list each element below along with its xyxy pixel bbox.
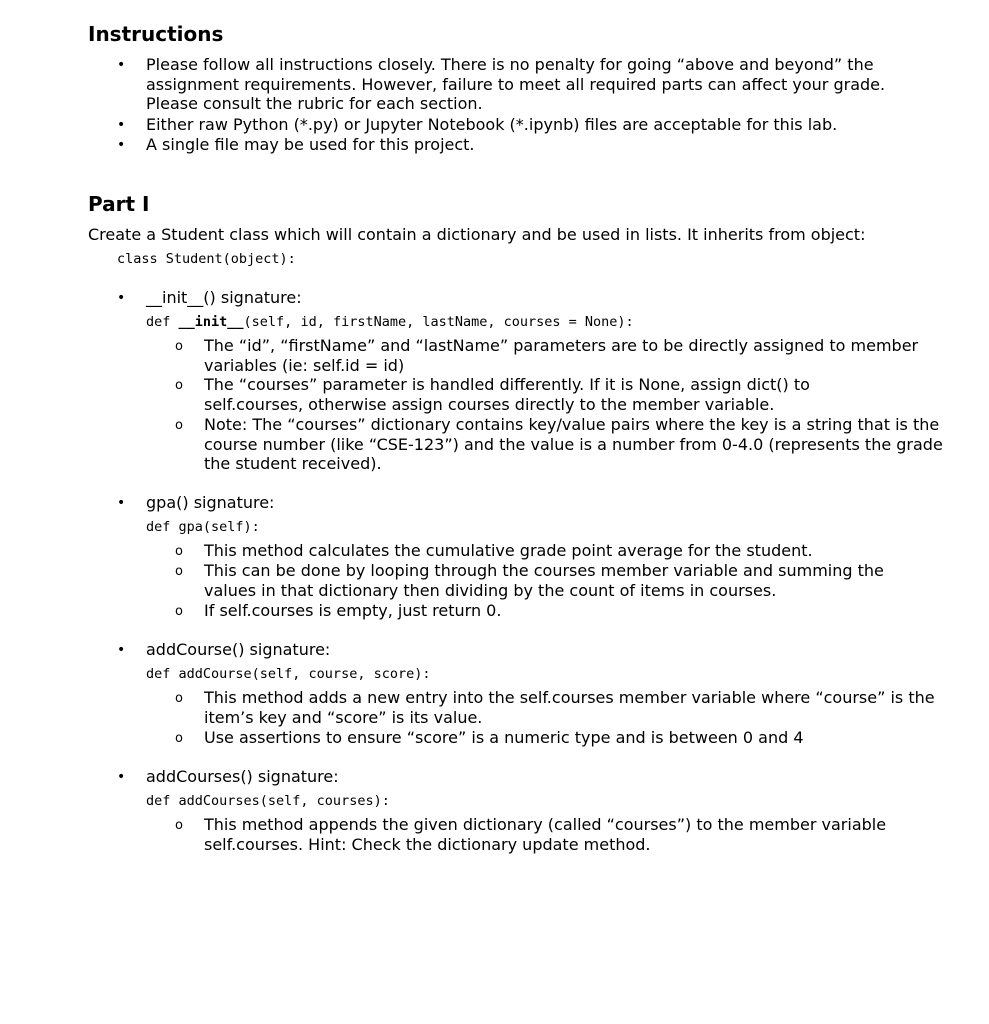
instruction-item: A single file may be used for this project. bbox=[146, 135, 475, 154]
addcourses-item: This method appends the given dictionary (called “courses”) to the member variable self.courses. Hint: Check the dictionary update method. bbox=[204, 815, 887, 854]
circle-bullet-icon: o bbox=[175, 418, 183, 433]
addcourses-code: def addCourses(self, courses): bbox=[146, 793, 390, 809]
gpa-label: gpa() signature: bbox=[146, 493, 275, 512]
addcourse-item: This method adds a new entry into the self.courses member variable where “course” is the item’s key and “score” is its value. bbox=[204, 688, 935, 727]
gpa-code: def gpa(self): bbox=[146, 519, 260, 535]
instruction-item: Either raw Python (*.py) or Jupyter Notebook (*.ipynb) files are acceptable for this lab. bbox=[146, 115, 838, 134]
circle-bullet-icon: o bbox=[175, 691, 183, 706]
addcourse-item: Use assertions to ensure “score” is a numeric type and is between 0 and 4 bbox=[204, 728, 804, 747]
circle-bullet-icon: o bbox=[175, 604, 183, 619]
gpa-item: If self.courses is empty, just return 0. bbox=[204, 601, 502, 620]
init-item: Note: The “courses” dictionary contains key/value pairs where the key is a string that is the course number (like “CSE-123”) and the value is a number from 0-4.0 (represents the grade the student received). bbox=[204, 415, 943, 474]
bullet-icon: • bbox=[117, 495, 126, 511]
instructions-heading: Instructions bbox=[88, 22, 224, 46]
bullet-icon: • bbox=[117, 137, 126, 153]
bullet-icon: • bbox=[117, 769, 126, 785]
circle-bullet-icon: o bbox=[175, 544, 183, 559]
circle-bullet-icon: o bbox=[175, 378, 183, 393]
init-item: The “courses” parameter is handled differently. If it is None, assign dict() to self.courses, otherwise assign courses directly to the member variable. bbox=[204, 375, 810, 414]
part1-intro: Create a Student class which will contain a dictionary and be used in lists. It inherits from object: bbox=[88, 225, 866, 244]
init-item: The “id”, “firstName” and “lastName” parameters are to be directly assigned to member variables (ie: self.id = id) bbox=[204, 336, 919, 375]
part1-heading: Part I bbox=[88, 192, 150, 216]
gpa-item: This method calculates the cumulative grade point average for the student. bbox=[204, 541, 813, 560]
code-prefix: def bbox=[146, 314, 179, 330]
gpa-item: This can be done by looping through the courses member variable and summing the values in that dictionary then dividing by the count of items in courses. bbox=[204, 561, 884, 600]
bullet-icon: • bbox=[117, 117, 126, 133]
circle-bullet-icon: o bbox=[175, 339, 183, 354]
circle-bullet-icon: o bbox=[175, 731, 183, 746]
code-bold: __init__ bbox=[178, 314, 244, 330]
init-label: __init__() signature: bbox=[146, 288, 302, 307]
addcourse-code: def addCourse(self, course, score): bbox=[146, 666, 431, 682]
instruction-item: Please follow all instructions closely. There is no penalty for going “above and beyond” the assignment requirements. However, failure to meet all required parts can affect your grade. Please consult the rubric for each section. bbox=[146, 55, 886, 114]
bullet-icon: • bbox=[117, 642, 126, 658]
init-code bbox=[146, 313, 634, 331]
addcourses-label: addCourses() signature: bbox=[146, 767, 339, 786]
circle-bullet-icon: o bbox=[175, 818, 183, 833]
code-rest: (self, id, firstName, lastName, courses = None): bbox=[243, 314, 634, 330]
class-signature: class Student(object): bbox=[117, 251, 296, 267]
bullet-icon: • bbox=[117, 290, 126, 306]
addcourse-label: addCourse() signature: bbox=[146, 640, 331, 659]
circle-bullet-icon: o bbox=[175, 564, 183, 579]
bullet-icon: • bbox=[117, 57, 126, 73]
